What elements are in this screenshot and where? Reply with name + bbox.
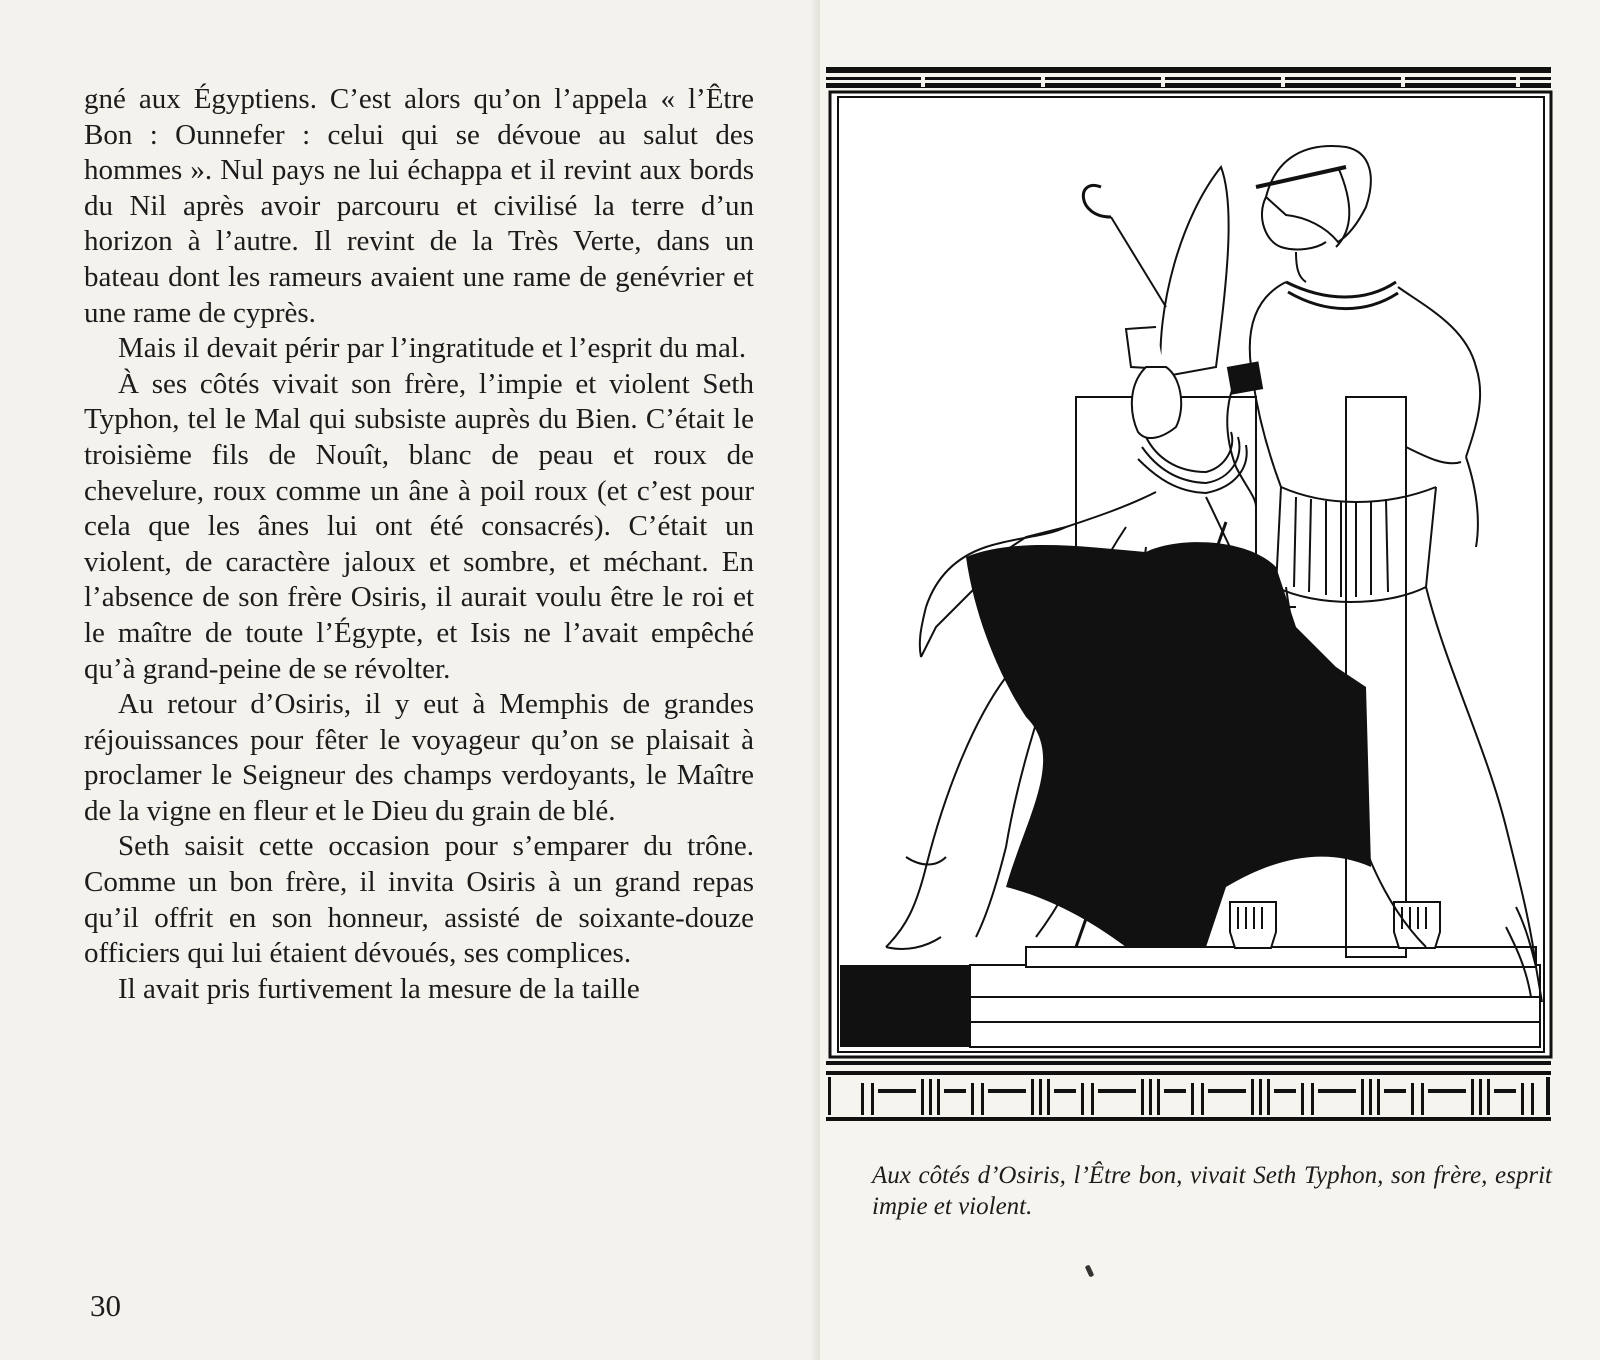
body-text [84,82,754,1007]
paragraph-5: Seth saisit cette occasion pour s’emparer du trône. Comme un bon frère, il invita Osiris à un grand repas qu’il offrit en son honneur, assisté de soixante-douze officiers qui lui étaient dévoués, ses complices. [84,830,754,970]
paragraph-4: Au retour d’Osiris, il y eut à Memphis de grandes réjouissances pour fêter le voyageur qu’on se plaisait à proclamer le Seigneur des champs verdoyants, le Maître de la vigne en fleur et le Dieu du grain de blé. [84,688,754,827]
illustration-osiris-seth [826,67,1571,1164]
paragraph-6: Il avait pris furtivement la mesure de la taille [118,972,640,1005]
figure-caption: Aux côtés d’Osiris, l’Être bon, vivait Seth Typhon, son frère, esprit impie et violent. [872,1162,1552,1220]
page-number: 30 [90,1288,121,1323]
paragraph-3: À ses côtés vivait son frère, l’impie et violent Seth Typhon, tel le Mal qui subsiste auprès du Bien. C’était le troisième fils de Nouît, blanc de peau et roux de chevelure, roux comme un âne à poil roux (et c’est pour cela que les ânes lui ont été consacrés). C’était un violent, de caractère jaloux et sombre, et méchant. En l’absence de son frère Osiris, il aurait voulu être le roi et le maître de toute l’Égypte, et Isis ne l’avait empêché qu’à grand-peine de se révolter. [84,367,754,685]
paragraph-1: gné aux Égyptiens. C’est alors qu’on l’appela « l’Être Bon : Ounnefer : celui qui se dévoue au salut des hommes ». Nul pays ne lui échappa et il revint aux bords du Nil après avoir parcouru et civilisé la terre d’un horizon à l’autre. Il revint de la Très Verte, dans un bateau dont les rameurs avaient une rame de genévrier et une rame de cyprès. [84,83,754,329]
right-page [820,0,1600,1360]
paragraph-2: Mais il devait périr par l’ingratitude et l’esprit du mal. [118,332,747,365]
